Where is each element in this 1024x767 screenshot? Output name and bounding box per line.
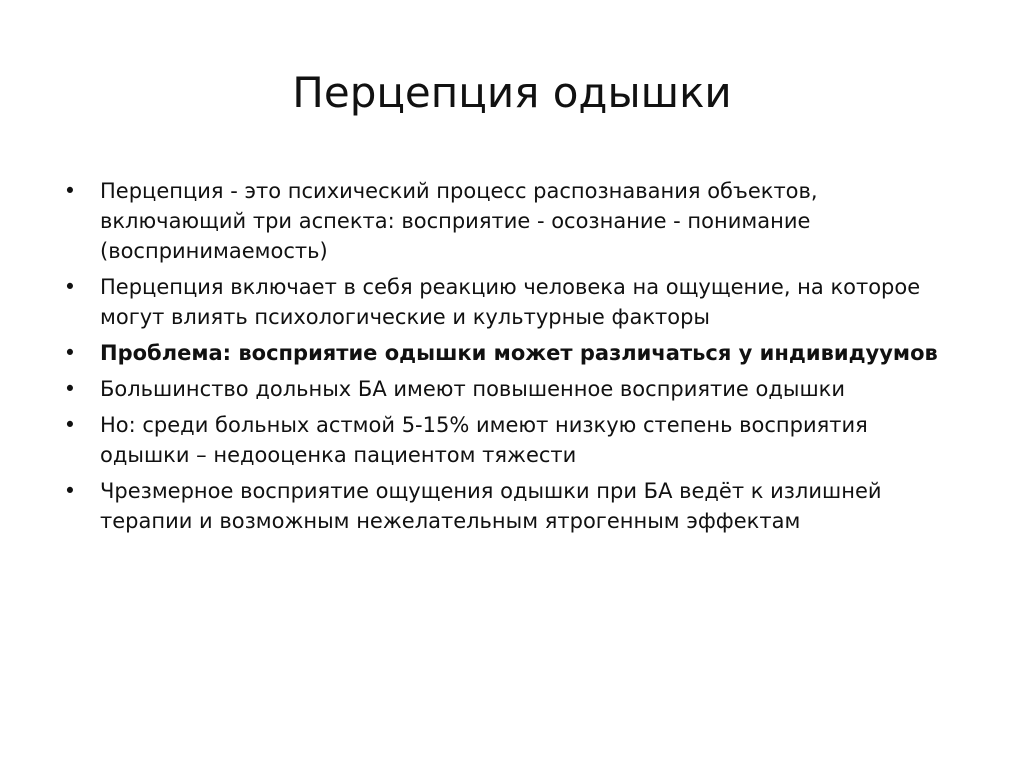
bullet-text: Чрезмерное восприятие ощущения одышки при БА ведёт к излишней терапии и возможным нежелательным ятрогенным эффектам — [100, 479, 882, 533]
bullet-item — [60, 176, 960, 266]
bullet-icon: • — [63, 479, 77, 503]
bullet-item — [60, 410, 960, 470]
bullet-item — [60, 476, 960, 536]
bullet-text: Но: среди больных астмой 5-15% имеют низкую степень восприятия одышки – недооценка пациентом тяжести — [100, 413, 868, 467]
bullet-icon: • — [63, 275, 77, 299]
bullet-text: Большинство дольных БА имеют повышенное восприятие одышки — [100, 377, 846, 401]
bullet-text: Перцепция включает в себя реакцию человека на ощущение, на которое могут влиять психологические и культурные факторы — [100, 275, 921, 329]
bullet-text: Проблема: восприятие одышки может различаться у индивидуумов — [100, 341, 938, 365]
bullet-item — [60, 272, 960, 332]
bullet-icon: • — [63, 377, 77, 401]
bullet-icon: • — [63, 341, 77, 365]
bullet-item-highlight — [60, 338, 960, 368]
bullet-icon: • — [63, 413, 77, 437]
bullet-list — [60, 176, 960, 542]
bullet-icon: • — [63, 179, 77, 203]
slide-title: Перцепция одышки — [292, 68, 732, 117]
bullet-text: Перцепция - это психический процесс распознавания объектов, включающий три аспекта: восприятие - осознание - понимание (воспринимаемость) — [100, 179, 818, 263]
bullet-item — [60, 374, 960, 404]
